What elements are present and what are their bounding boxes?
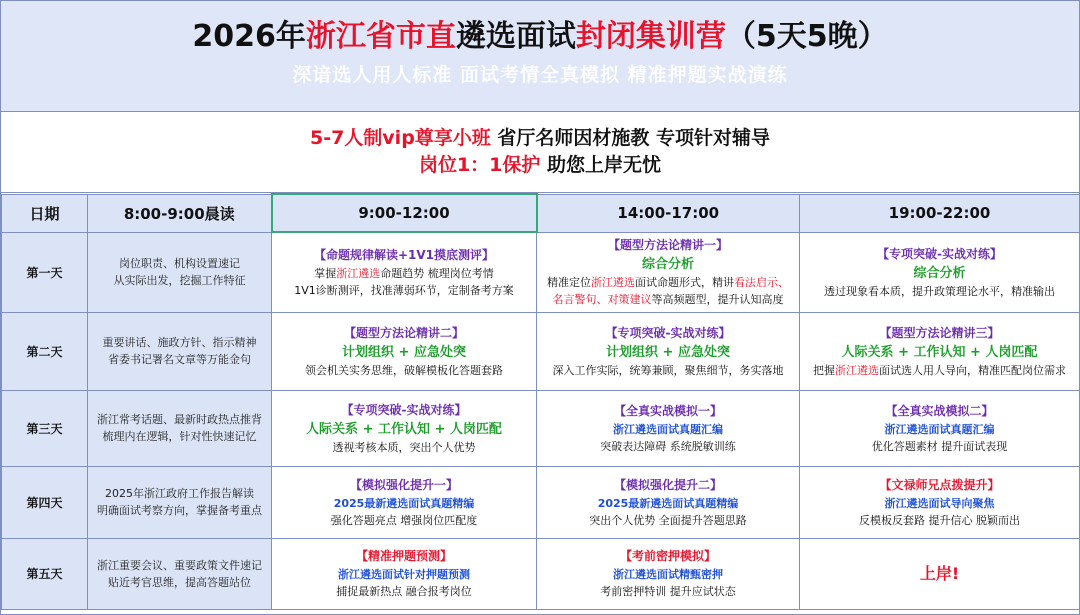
session-heading: 【命题规律解读+1V1摸底测评】 [313, 247, 495, 262]
session-line: 强化答题亮点 增强岗位匹配度 [330, 513, 478, 527]
session-line: 突出个人优势 全面提升答题思路 [589, 513, 747, 527]
session-heading: 【模拟强化提升一】 [349, 477, 458, 492]
promo-text-2: 助您上岸无忧 [540, 154, 662, 176]
session-line [274, 265, 534, 282]
session-topic: 计划组织 + 应急处突 [342, 344, 466, 360]
session-line: 突破表达障碍 系统脱敏训练 [600, 439, 736, 453]
session-highlight: 浙江遴选 [591, 276, 635, 289]
morning-line: 岗位职责、机构设置速记 [119, 257, 240, 270]
session-heading: 【专项突破-实战对练】 [877, 246, 1002, 261]
session-line: 透视考核本质，突出个人优势 [332, 440, 476, 454]
morning-cell [88, 232, 272, 312]
session-material: 浙江遴选面试真题汇编 [884, 422, 995, 436]
day-label: 第二天 [2, 312, 88, 390]
am-cell [272, 312, 537, 390]
session-line: 考前密押特训 提升应试状态 [600, 585, 736, 598]
session-text: 把握 [813, 363, 835, 377]
session-highlight: 浙江遴选 [835, 363, 879, 377]
morning-line: 梳理内在逻辑，针对性快速记忆 [102, 430, 257, 443]
session-heading: 【文禄师兄点拨提升】 [879, 477, 1000, 492]
session-heading: 【全真实战模拟一】 [613, 403, 722, 418]
session-text: 精准定位 [547, 276, 591, 289]
session-heading: 【专项突破-实战对练】 [341, 402, 467, 417]
session-highlight: 看法启示、 [734, 276, 789, 289]
header-date: 日期 [2, 194, 88, 232]
promo-section [1, 112, 1079, 193]
morning-line: 从实际出发，挖掘工作特征 [113, 274, 246, 287]
promo-text-1: 省厅名师因材施教 专项针对辅导 [490, 127, 771, 149]
session-material: 浙江遴选面试针对押题预测 [338, 568, 470, 581]
morning-line: 浙江重要会议、重要政策文件速记 [97, 558, 262, 572]
morning-line: 贴近考官思维，提高答题站位 [108, 575, 251, 589]
table-row [2, 466, 1080, 538]
session-topic: 综合分析 [913, 265, 966, 281]
session-text: 掌握 [314, 266, 337, 280]
morning-line: 浙江常考话题、最新时政热点推背 [97, 413, 262, 426]
pm-cell [537, 312, 800, 390]
promo-line-2 [1, 151, 1079, 179]
session-heading: 【模拟强化提升二】 [613, 477, 722, 492]
session-line [539, 291, 797, 308]
title-duration: （5天5晚） [725, 19, 888, 54]
header-am: 9:00-12:00 [272, 194, 537, 232]
session-material: 浙江遴选面试精甄密押 [613, 568, 723, 581]
header-eve: 19:00-22:00 [800, 194, 1080, 232]
eve-cell [800, 312, 1080, 390]
morning-line: 省委书记署名文章等万能金句 [108, 353, 251, 366]
morning-line: 2025年浙江政府工作报告解读 [105, 487, 254, 500]
session-line: 深入工作实际，统筹兼顾，聚焦细节，务实落地 [552, 363, 784, 377]
session-line: 捕捉最新热点 融合报考岗位 [336, 585, 472, 598]
table-row [2, 538, 1080, 609]
session-topic: 人际关系 + 工作认知 + 人岗匹配 [306, 421, 502, 437]
session-heading: 【考前密押模拟】 [619, 549, 716, 563]
morning-cell [88, 312, 272, 390]
promo-highlight-1: 5-7人制vip尊享小班 [309, 127, 491, 149]
session-topic: 综合分析 [641, 257, 694, 272]
session-highlight: 名言警句、对策建议 [552, 293, 652, 306]
day-label: 第四天 [2, 466, 88, 538]
page-title [1, 1, 1079, 57]
morning-cell [88, 390, 272, 466]
session-heading: 【题型方法论精讲二】 [343, 325, 464, 340]
session-line: 1V1诊断测评，找准薄弱环节，定制备考方案 [294, 283, 514, 297]
session-topic: 人际关系 + 工作认知 + 人岗匹配 [841, 344, 1038, 360]
am-cell [272, 390, 537, 466]
session-material: 2025最新遴选面试真题精编 [333, 496, 475, 510]
eve-cell [800, 538, 1080, 609]
title-region: 浙江省市直 [305, 19, 456, 54]
session-material: 浙江遴选面试导向聚焦 [884, 496, 995, 510]
session-text: 面试命题形式，精讲 [635, 276, 734, 289]
am-cell [272, 232, 537, 312]
session-text: 面试选人用人导向，精准匹配岗位需求 [879, 363, 1066, 377]
session-material: 浙江遴选面试真题汇编 [613, 422, 723, 436]
session-material: 2025最新遴选面试真题精编 [597, 496, 739, 510]
page-subtitle: 深谙选人用人标准 面试考情全真模拟 精准押题实战演练 [292, 64, 788, 86]
morning-cell [88, 538, 272, 609]
session-line: 透过现象看本质，提升政策理论水平，精准输出 [824, 284, 1055, 298]
eve-cell [800, 232, 1080, 312]
session-line: 领会机关实务思维，破解模板化答题套路 [305, 363, 503, 377]
morning-cell [88, 466, 272, 538]
session-topic: 计划组织 + 应急处突 [606, 344, 730, 360]
pm-cell [537, 232, 800, 312]
eve-cell [800, 390, 1080, 466]
session-heading: 【全真实战模拟二】 [885, 403, 994, 418]
day-label: 第三天 [2, 390, 88, 466]
pm-cell [537, 466, 800, 538]
morning-line: 重要讲话、施政方针、指示精神 [102, 336, 257, 349]
title-banner [1, 1, 1079, 112]
morning-line: 明确面试考察方向，掌握备考重点 [97, 504, 262, 517]
session-line: 优化答题素材 提升面试表现 [871, 439, 1008, 453]
session-heading: 【专项突破-实战对练】 [605, 325, 731, 340]
session-highlight: 浙江遴选 [336, 266, 381, 280]
schedule-table [1, 193, 1080, 610]
eve-cell [800, 466, 1080, 538]
title-year: 2026年 [192, 19, 306, 54]
table-header-row [2, 194, 1080, 232]
session-line: 反模板反套路 提升信心 脱颖而出 [859, 513, 1020, 527]
session-line [802, 362, 1077, 379]
pm-cell [537, 390, 800, 466]
day-label: 第一天 [2, 232, 88, 312]
final-goal-text: 上岸! [919, 564, 960, 583]
title-exam: 遴选面试 [455, 19, 576, 54]
am-cell [272, 538, 537, 609]
header-pm: 14:00-17:00 [537, 194, 800, 232]
session-heading: 【精准押题预测】 [355, 549, 452, 563]
session-text: 命题趋势 梳理岗位考情 [380, 266, 494, 280]
day-label: 第五天 [2, 538, 88, 609]
session-line [539, 274, 797, 291]
header-morning: 8:00-9:00晨读 [88, 194, 272, 232]
session-text: 等高频题型，提升认知高度 [651, 293, 784, 306]
promo-line-1 [1, 112, 1079, 151]
table-row [2, 232, 1080, 312]
promo-highlight-2: 岗位1：1保护 [418, 154, 541, 176]
pm-cell [537, 538, 800, 609]
title-camp: 封闭集训营 [575, 19, 726, 54]
table-row [2, 312, 1080, 390]
table-row [2, 390, 1080, 466]
session-heading: 【题型方法论精讲三】 [879, 325, 1000, 340]
am-cell [272, 466, 537, 538]
session-heading: 【题型方法论精讲一】 [607, 238, 728, 252]
